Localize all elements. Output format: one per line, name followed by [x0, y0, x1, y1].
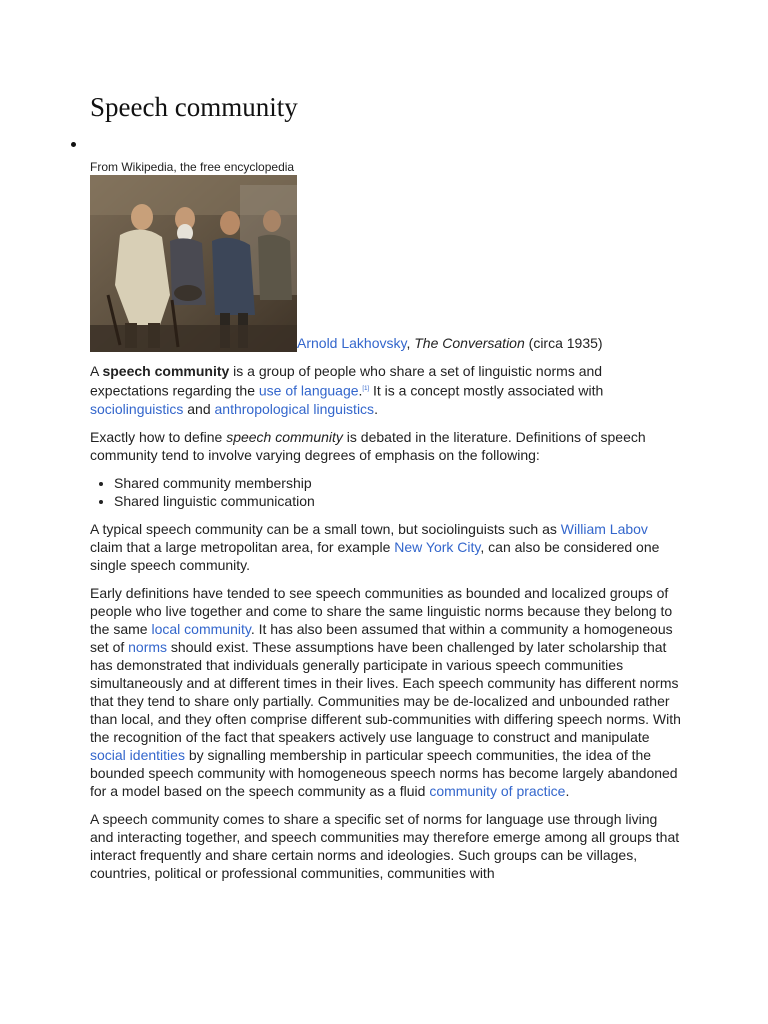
link-new-york-city[interactable]: New York City — [394, 538, 481, 555]
paragraph-norms: A speech community comes to share a specific set of norms for language use through living and interacting together, and speech communities may therefore emerge among all groups that interact frequently and share certain norms and ideologies. Such groups can be villages, countries, political or professional communities, communities with — [90, 810, 680, 881]
text: is debated in the literature. Definitions of speech community tend to involve varying degrees of emphasis on the following: — [90, 428, 646, 463]
figure — [90, 175, 682, 352]
artwork-date: (circa 1935) — [524, 335, 603, 351]
source-tagline: From Wikipedia, the free encyclopedia — [90, 160, 295, 174]
paragraph-intro — [90, 362, 682, 418]
artist-link[interactable]: Arnold Lakhovsky — [297, 335, 407, 351]
page-title: Speech community — [90, 92, 298, 122]
figure-caption — [297, 335, 603, 351]
caption-sep: , — [406, 335, 415, 351]
text: A — [90, 363, 103, 379]
paragraph-definition — [90, 428, 682, 464]
reference-link[interactable]: [1] — [362, 386, 370, 392]
text: is a group of people who share a set of linguistic norms and expectations regarding the — [90, 363, 603, 399]
link-sociolinguistics[interactable]: sociolinguistics — [90, 400, 184, 417]
text: . — [565, 782, 570, 799]
text: It is a concept mostly associated with — [369, 382, 604, 399]
list-item: • Shared community membership — [114, 474, 682, 492]
text: , can also be considered one single speech community. — [90, 538, 660, 573]
text: claim that a large metropolitan area, for example — [90, 538, 395, 555]
link-local-community[interactable]: local community — [151, 620, 251, 637]
text: and — [183, 400, 215, 417]
paragraph-early-definitions — [90, 584, 682, 800]
bold-term: speech community — [102, 363, 230, 379]
text: should exist. These assumptions have been challenged by later scholarship that has demonstrated that individuals generally participate in various speech communities simultaneously and at different times in their lives. Each speech community has different norms that they tend to share only partially. Communities may be de-localized and unbounded rather than local, and they often comprise different sub-communities with differing speech norms. With the recognition of the fact that speakers actively use language to construct and manipulate — [90, 638, 681, 745]
painting-artwork — [90, 175, 297, 352]
text: A typical speech community can be a small town, but sociolinguists such as — [90, 520, 561, 537]
list-item: • Shared linguistic communication — [114, 492, 682, 510]
link-norms[interactable]: norms — [128, 638, 168, 655]
text: Early definitions have tended to see speech communities as bounded and localized groups of people who live together and come to share the same linguistic norms because they belong to the same — [90, 584, 673, 637]
bullet-list — [90, 474, 682, 510]
bullet-icon — [71, 142, 76, 147]
link-anthropological-linguistics[interactable]: anthropological linguistics — [214, 400, 375, 417]
link-william-labov[interactable]: William Labov — [560, 520, 648, 537]
text: Exactly how to define — [90, 428, 227, 445]
text: . — [358, 382, 363, 399]
text: . It has also been assumed that within a community a homogeneous set of — [90, 620, 673, 655]
article-body — [90, 362, 682, 892]
link-community-of-practice[interactable]: community of practice — [429, 782, 566, 799]
paragraph-labov — [90, 520, 682, 574]
artwork-title: The Conversation — [414, 335, 525, 351]
link-social-identities[interactable]: social identities — [90, 746, 185, 763]
italic-term: speech community — [226, 428, 343, 445]
link-use-of-language[interactable]: use of language — [258, 382, 359, 399]
text: . — [374, 400, 378, 417]
text: by signalling membership in particular speech communities, the idea of the bounded speech community with homogeneous speech norms has become largely abandoned for a model based on the speech community as a fluid — [90, 746, 678, 799]
painting-image[interactable] — [90, 175, 297, 352]
